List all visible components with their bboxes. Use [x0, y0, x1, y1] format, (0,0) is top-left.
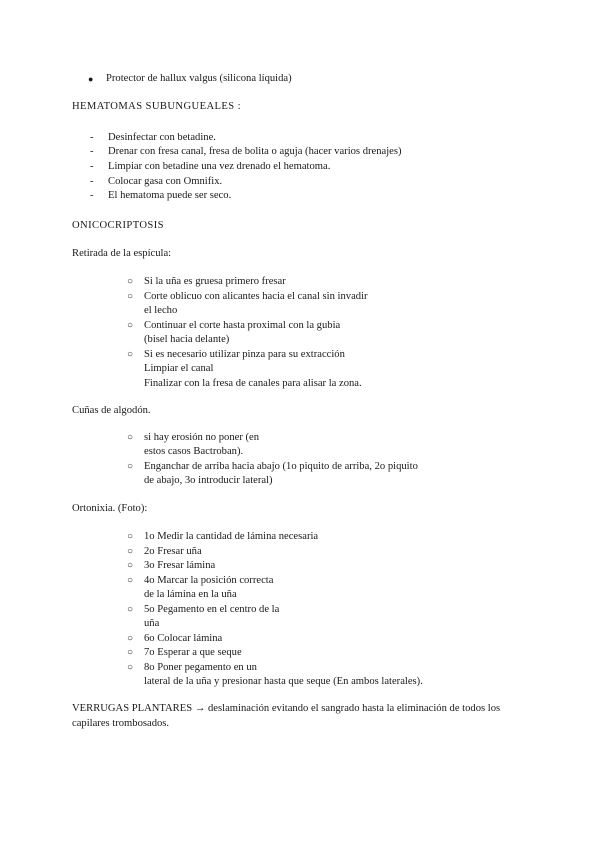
circle-bullet-icon: ○ — [127, 276, 134, 287]
dash-icon: - — [90, 132, 94, 143]
cunas-item-line: si hay erosión no poner (en — [144, 432, 260, 443]
hematomas-item: Colocar gasa con Omnifix. — [108, 176, 223, 187]
verrugas-line: VERRUGAS PLANTARES → deslaminación evitando el sangrado hasta la eliminación de todos los — [72, 703, 501, 714]
dash-icon: - — [90, 161, 94, 172]
circle-bullet-icon: ○ — [127, 575, 134, 586]
hematomas-heading: HEMATOMAS SUBUNGUEALES : — [72, 101, 241, 112]
circle-bullet-icon: ○ — [127, 604, 134, 615]
circle-bullet-icon: ○ — [127, 662, 134, 673]
onico-item-line: Si la uña es gruesa primero fresar — [144, 276, 286, 287]
circle-bullet-icon: ○ — [127, 546, 134, 557]
circle-bullet-icon: ○ — [127, 291, 134, 302]
ortonixia-item-line: uña — [144, 618, 160, 629]
ortonixia-item-line: 7o Esperar a que seque — [144, 647, 242, 658]
ortonixia-item-line: 2o Fresar uña — [144, 546, 202, 557]
circle-bullet-icon: ○ — [127, 349, 134, 360]
circle-bullet-icon: ○ — [127, 647, 134, 658]
ortonixia-heading: Ortonixia. (Foto): — [72, 503, 148, 514]
onicocriptosis-subheading: Retirada de la espícula: — [72, 248, 172, 259]
cunas-item-line: Enganchar de arriba hacia abajo (1o piquito de arriba, 2o piquito — [144, 461, 418, 472]
dash-icon: - — [90, 176, 94, 187]
hematomas-item: Limpiar con betadine una vez drenado el hematoma. — [108, 161, 331, 172]
circle-bullet-icon: ○ — [127, 432, 134, 443]
ortonixia-item-line: lateral de la uña y presionar hasta que seque (En ambos laterales). — [144, 676, 423, 687]
onico-item-line: Corte oblicuo con alicantes hacia el canal sin invadir — [144, 291, 368, 302]
ortonixia-item-line: de la lámina en la uña — [144, 589, 237, 600]
circle-bullet-icon: ○ — [127, 320, 134, 331]
cunas-item-line: estos casos Bactroban). — [144, 446, 244, 457]
ortonixia-item-line: 6o Colocar lámina — [144, 633, 223, 644]
onicocriptosis-heading: ONICOCRIPTOSIS — [72, 220, 164, 231]
onico-item-line: (bisel hacia delante) — [144, 334, 230, 345]
ortonixia-item-line: 4o Marcar la posición correcta — [144, 575, 274, 586]
onico-item-line: Si es necesario utilizar pinza para su extracción — [144, 349, 345, 360]
verrugas-line: capilares trombosados. — [72, 718, 170, 729]
onico-item-line: el lecho — [144, 305, 178, 316]
ortonixia-item-line: 1o Medir la cantidad de lámina necesaria — [144, 531, 319, 542]
ortonixia-item-line: 3o Fresar lámina — [144, 560, 216, 571]
dash-icon: - — [90, 146, 94, 157]
circle-bullet-icon: ○ — [127, 560, 134, 571]
circle-bullet-icon: ○ — [127, 633, 134, 644]
cunas-heading: Cuñas de algodón. — [72, 405, 151, 416]
ortonixia-item-line: 5o Pegamento en el centro de la — [144, 604, 280, 615]
onico-item-line: Continuar el corte hasta proximal con la gubia — [144, 320, 341, 331]
dash-icon: - — [90, 190, 94, 201]
hematomas-item: Drenar con fresa canal, fresa de bolita o aguja (hacer varios drenajes) — [108, 146, 402, 157]
ortonixia-item-line: 8o Poner pegamento en un — [144, 662, 257, 673]
bullet-icon: ● — [88, 74, 94, 84]
top-bullet-text: Protector de hallux valgus (silicona líquida) — [106, 73, 292, 84]
hematomas-item: Desinfectar con betadine. — [108, 132, 216, 143]
cunas-item-line: de abajo, 3o introducir lateral) — [144, 475, 273, 486]
circle-bullet-icon: ○ — [127, 461, 134, 472]
circle-bullet-icon: ○ — [127, 531, 134, 542]
onico-item-line: Limpiar el canal — [144, 363, 214, 374]
hematomas-item: El hematoma puede ser seco. — [108, 190, 232, 201]
onico-item-line: Finalizar con la fresa de canales para alisar la zona. — [144, 378, 362, 389]
